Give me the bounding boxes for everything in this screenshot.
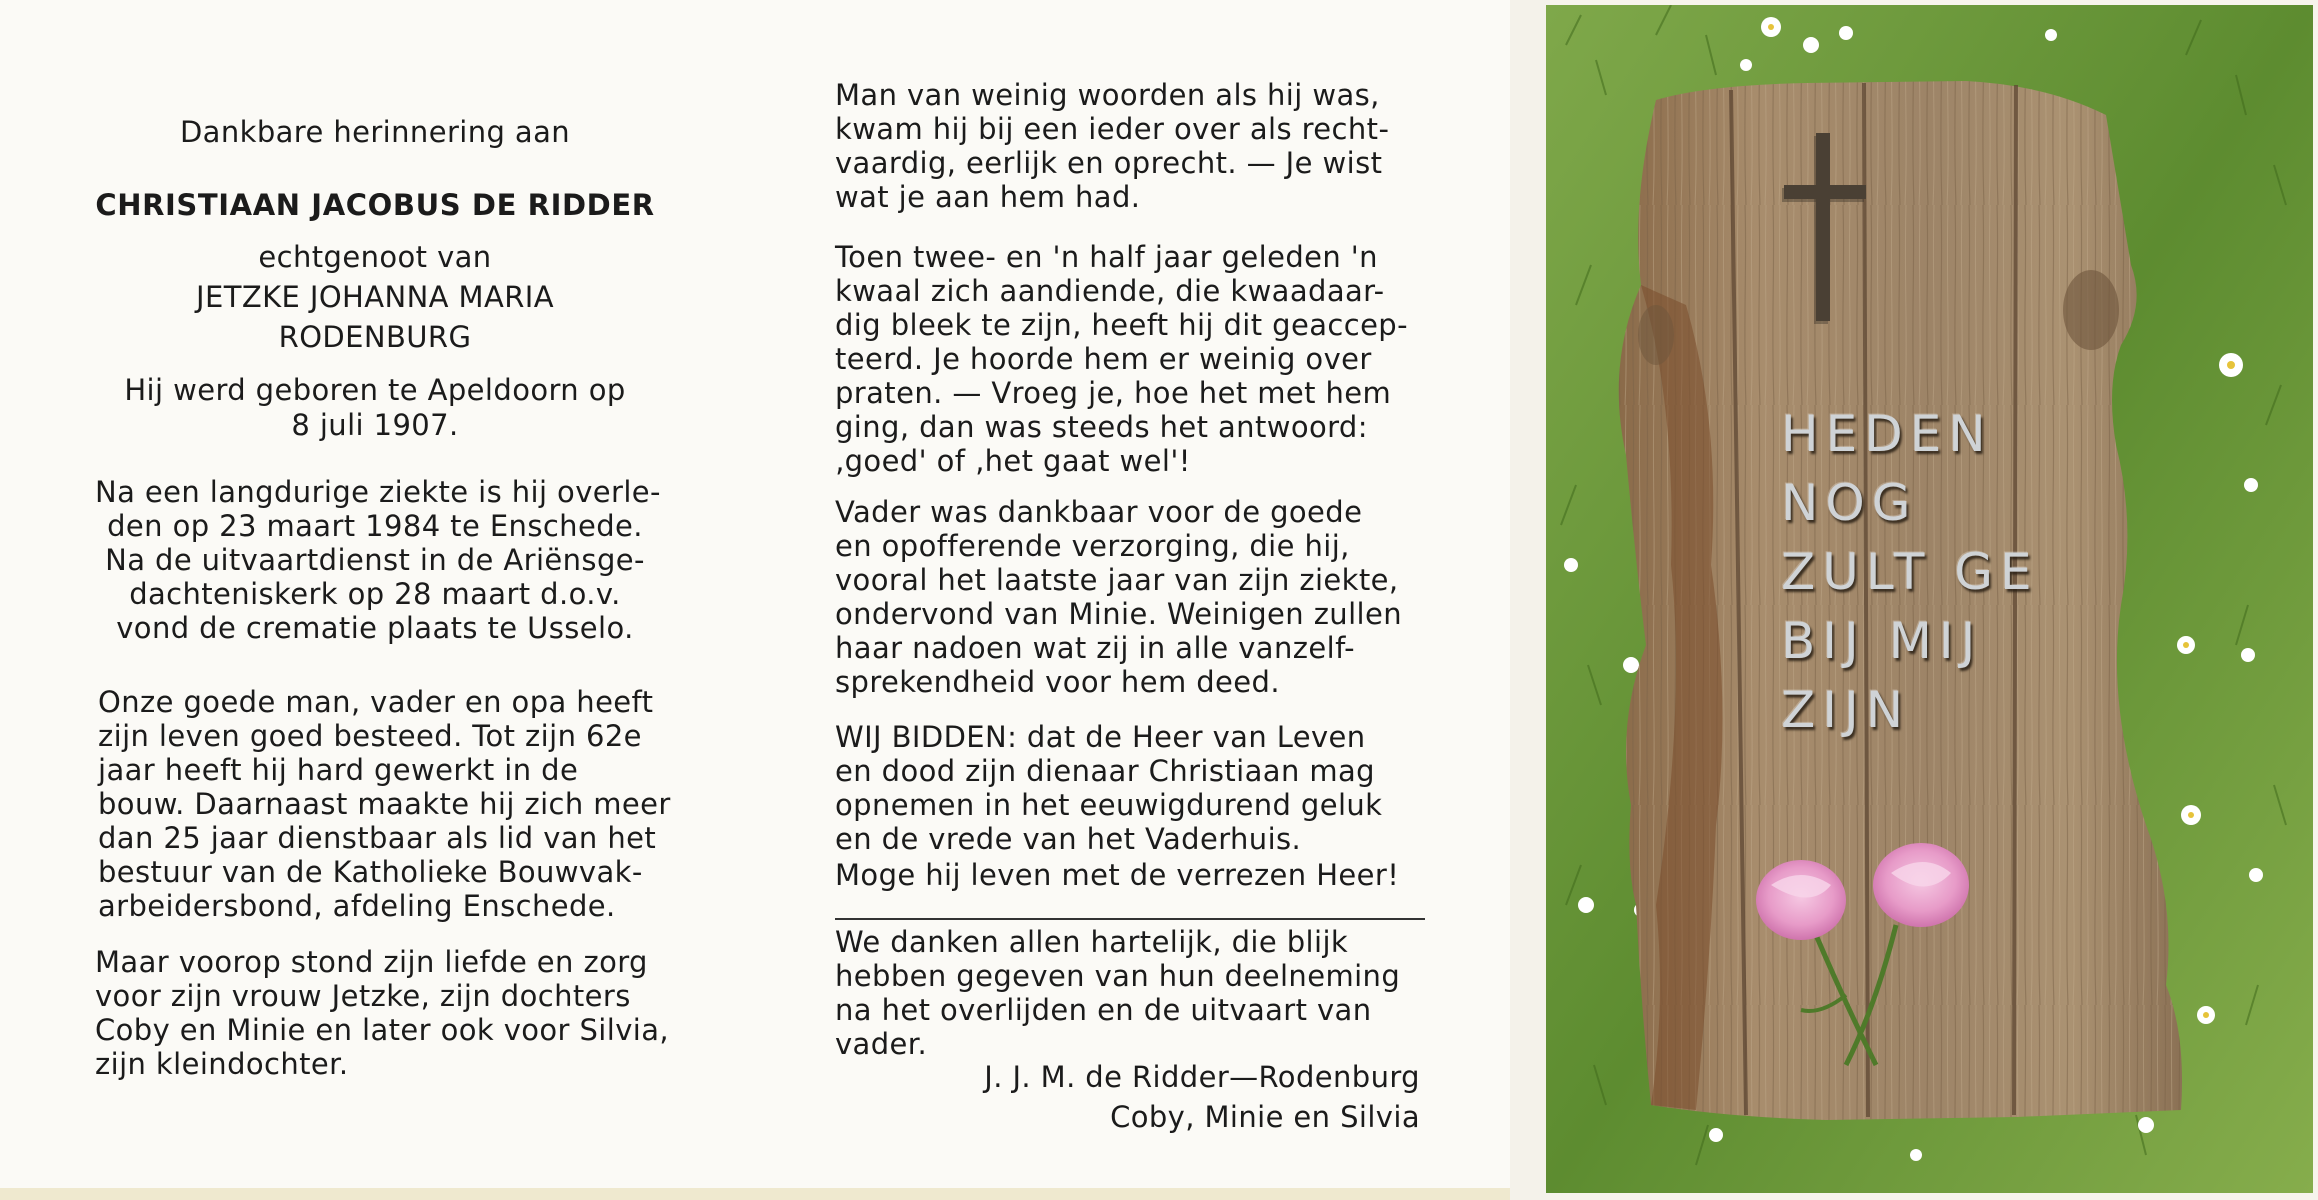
inscription-line: ZULT GE — [1781, 543, 2039, 601]
text-line: sprekendheid voor hem deed. — [835, 665, 1280, 699]
memorial-photo — [1546, 5, 2313, 1193]
wood-inscription — [1781, 400, 2081, 745]
bottom-edge — [0, 1188, 1510, 1200]
text-line: Vader was dankbaar voor de goede — [835, 495, 1363, 529]
text-line: en opofferende verzorging, die hij, — [835, 529, 1350, 563]
text-line: na het overlijden en de uitvaart van — [835, 993, 1372, 1027]
text-line: praten. — Vroeg je, hoe het met hem — [835, 376, 1392, 410]
spouse-prefix: echtgenoot van — [258, 240, 492, 274]
text-line: vond de crematie plaats te Usselo. — [116, 611, 634, 645]
text-line: kwam hij bij een ieder over als recht- — [835, 112, 1390, 146]
text-line: haar nadoen wat zij in alle vanzelf- — [835, 631, 1355, 665]
text-line: dan 25 jaar dienstbaar als lid van het — [98, 821, 657, 855]
inscription-line: HEDEN — [1781, 405, 1993, 463]
character-paragraph — [835, 78, 1430, 214]
text-line: dig bleek te zijn, heeft hij dit geaccep- — [835, 308, 1408, 342]
card-fold — [1510, 0, 1550, 1200]
signature-family-name: J. J. M. de Ridder—Rodenburg — [984, 1060, 1420, 1094]
illness-paragraph — [835, 240, 1430, 478]
text-line: den op 23 maart 1984 te Enschede. — [107, 509, 643, 543]
text-line: Toen twee- en 'n half jaar geleden 'n — [835, 240, 1378, 274]
text-line: hebben gegeven van hun deelneming — [835, 959, 1401, 993]
inscription-line: NOG — [1781, 474, 1918, 532]
separator-line — [835, 918, 1425, 920]
intro-line: Dankbare herinnering aan — [179, 115, 571, 149]
text-line: en de vrede van het Vaderhuis. — [835, 822, 1302, 856]
text-line: vader. — [835, 1027, 928, 1061]
prayer-paragraph — [835, 720, 1430, 856]
text-line: ging, dan was steeds het antwoord: — [835, 410, 1368, 444]
deceased-name: CHRISTIAAN JACOBUS DE RIDDER — [95, 188, 655, 222]
signature-children: Coby, Minie en Silvia — [1110, 1100, 1420, 1134]
text-line: We danken allen hartelijk, die blijk — [835, 925, 1349, 959]
text-line: Maar voorop stond zijn liefde en zorg — [95, 945, 648, 979]
text-line: ondervond van Minie. Weinigen zullen — [835, 597, 1403, 631]
text-line: en dood zijn dienaar Christiaan mag — [835, 754, 1375, 788]
spouse-name-line2: RODENBURG — [278, 320, 472, 354]
text-line: Na een langdurige ziekte is hij overle- — [95, 475, 661, 509]
text-line: zijn leven goed besteed. Tot zijn 62e — [98, 719, 642, 753]
text-line: Na de uitvaartdienst in de Ariënsge- — [105, 543, 645, 577]
text-line: opnemen in het eeuwigdurend geluk — [835, 788, 1383, 822]
text-line: vaardig, eerlijk en oprecht. — Je wist — [835, 146, 1383, 180]
life-paragraph — [98, 685, 671, 923]
text-line: kwaal zich aandiende, die kwaadaar- — [835, 274, 1385, 308]
text-line: wat je aan hem had. — [835, 180, 1141, 214]
text-line: dachteniskerk op 28 maart d.o.v. — [129, 577, 621, 611]
text-line: voor zijn vrouw Jetzke, zijn dochters — [95, 979, 631, 1013]
death-paragraph — [95, 475, 661, 645]
text-line: bouw. Daarnaast maakte hij zich meer — [98, 787, 671, 821]
birth-line1: Hij werd geboren te Apeldoorn op — [124, 373, 626, 407]
text-line: teerd. Je hoorde hem er weinig over — [835, 342, 1372, 376]
text-line: arbeidersbond, afdeling Enschede. — [98, 889, 616, 923]
text-line: ‚goed' of ‚het gaat wel'! — [835, 444, 1191, 478]
text-line: WIJ BIDDEN: dat de Heer van Leven — [835, 720, 1366, 754]
text-line: Coby en Minie en later ook voor Silvia, — [95, 1013, 670, 1047]
text-line: zijn kleindochter. — [95, 1047, 349, 1081]
inscription-line: ZIJN — [1781, 681, 1911, 739]
text-line: vooral het laatste jaar van zijn ziekte, — [835, 563, 1399, 597]
text-line: bestuur van de Katholieke Bouwvak- — [98, 855, 643, 889]
spouse-name-line1: JETZKE JOHANNA MARIA — [196, 280, 554, 314]
inscription-line: BIJ MIJ — [1781, 612, 1983, 670]
birth-line2: 8 juli 1907. — [291, 408, 459, 442]
text-line: Onze goede man, vader en opa heeft — [98, 685, 654, 719]
text-line: jaar heeft hij hard gewerkt in de — [98, 753, 579, 787]
prayer-closing: Moge hij leven met de verrezen Heer! — [835, 858, 1400, 892]
family-paragraph — [95, 945, 670, 1081]
thanks-paragraph — [835, 925, 1430, 1061]
care-paragraph — [835, 495, 1430, 699]
text-line: Man van weinig woorden als hij was, — [835, 78, 1380, 112]
